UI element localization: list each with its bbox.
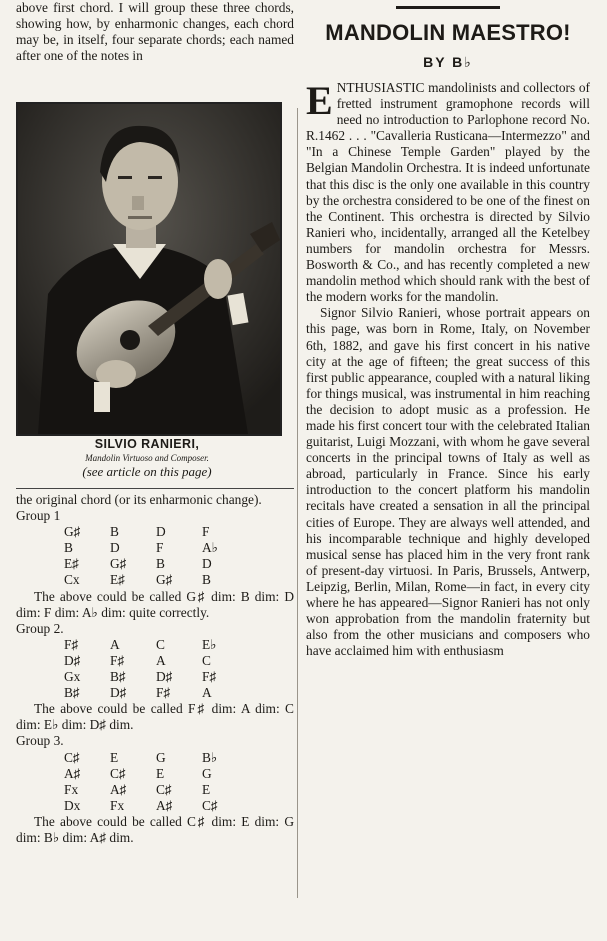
chord-note: E <box>202 781 211 797</box>
chord-note: A♯ <box>156 797 173 813</box>
chord-note: C♯ <box>156 781 172 797</box>
chord-note: B <box>156 556 165 572</box>
intro-paragraph: above first chord. I will group these three chords, showing how, by enharmonic changes, each chord may be, in itself, four separate chords; each named after one of the notes in <box>16 0 294 64</box>
caption-name: SILVIO RANIERI, <box>94 437 200 451</box>
group-note: The above could be called G♯ dim: B dim: D dim: F dim: A♭ dim: quite correctly. <box>16 588 294 620</box>
group-note: The above could be called F♯ dim: A dim: C dim: E♭ dim: D♯ dim. <box>16 701 294 733</box>
header-rule <box>396 6 500 9</box>
caption-see-article: (see article on this page) <box>82 464 212 479</box>
chord-note: B♯ <box>110 669 126 685</box>
chord-note: Fx <box>110 797 125 813</box>
chord-note: Fx <box>64 781 79 797</box>
chord-groups <box>16 492 294 846</box>
article-byline: BY B♭ <box>423 54 473 70</box>
chord-note: B <box>202 572 211 588</box>
chord-note: C♯ <box>64 749 80 765</box>
chord-note: B♯ <box>64 685 80 701</box>
chord-note: G <box>202 765 212 781</box>
chord-note: B <box>110 524 119 540</box>
chord-note: G♯ <box>110 556 127 572</box>
chord-note: A♭ <box>202 540 218 556</box>
chord-note: C <box>156 636 165 652</box>
chord-table <box>64 524 294 588</box>
photo-caption <box>16 437 278 480</box>
chord-note: Gx <box>64 669 81 685</box>
article-body <box>306 80 590 659</box>
article-paragraph: Signor Silvio Ranieri, whose portrait appears on this page, was born in Rome, Italy, on November 6th, 1882, and gave his first concert in his native city at the age of fifteen; the great success of this first public appearance, coupled with a natural liking for things musical, was instrumental in him reaching the decision to adopt music as a profession. He made his first concert tour with the celebrated Italian guitarist, Luigi Mozzani, with whom he gave several concerts in the principal towns of Italy as well as abroad, particularly in France. Since his early introduction to the concert platform his mandolin recitals have created a sensation in all the principal cities of Europe. They are always well attended, and his incomparable technique and highly developed musical sense has placed him in the very front rank of present-day virtuosi. In Paris, Brussels, Antwerp, Leipzig, Berlin, Milan, Rome—in fact, in every city where he has appeared—Signor Ranieri has not only won approbation from the mandolin fraternity but also from the other musicians and composers who have acclaimed him with enthusiasm <box>306 305 590 659</box>
chord-note: D♯ <box>64 652 81 668</box>
chord-note: A <box>156 652 166 668</box>
chord-note: D♯ <box>110 685 127 701</box>
chord-note: G♯ <box>156 572 173 588</box>
chord-note: E♯ <box>110 572 125 588</box>
chord-note: C♯ <box>202 797 218 813</box>
column-divider <box>297 108 298 898</box>
chord-note: D <box>156 524 166 540</box>
chord-table <box>64 637 294 701</box>
chord-note: C <box>202 652 211 668</box>
chord-note: B <box>64 540 73 556</box>
chord-note: D♯ <box>156 669 173 685</box>
chord-note: F♯ <box>202 669 217 685</box>
article-headline: MANDOLIN MAESTRO! <box>325 20 571 45</box>
chord-note: C♯ <box>110 765 126 781</box>
chord-note: D <box>202 556 212 572</box>
portrait-illustration <box>18 104 280 434</box>
group-title: Group 3. <box>16 733 64 749</box>
chord-note: A♯ <box>64 765 81 781</box>
chord-note: F <box>202 524 210 540</box>
chord-note: E <box>110 749 119 765</box>
chord-note: D <box>110 540 120 556</box>
group-note: The above could be called C♯ dim: E dim: G dim: B♭ dim: A♯ dim. <box>16 813 294 845</box>
chord-note: F♯ <box>156 685 171 701</box>
chord-note: G♯ <box>64 524 81 540</box>
chord-note: A <box>202 685 212 701</box>
drop-cap: E <box>306 78 333 123</box>
continuation-text: the original chord (or its enharmonic change). <box>16 492 262 507</box>
chord-note: E <box>156 765 165 781</box>
chord-note: E♭ <box>202 636 217 652</box>
chord-note: Cx <box>64 572 80 588</box>
chord-note: G <box>156 749 166 765</box>
chord-note: Dx <box>64 797 81 813</box>
portrait-photo <box>16 102 282 436</box>
chord-note: F <box>156 540 164 556</box>
chord-note: E♯ <box>64 556 79 572</box>
chord-note: A♯ <box>110 781 127 797</box>
group-title: Group 1 <box>16 508 61 524</box>
paragraph-text: NTHUSIASTIC mandolinists and collectors of fretted instrument gramophone records will need no introduction to Parlophone record No. R.1462 . . . "Cavalleria Rusticana—Intermezzo" and "In a Chinese Temple Garden" played by the Belgian Mandolin Orchestra. It is indeed unfortunate that this disc is the only one available in this country by the orchestra considered to be one of the finest on the Continent. This orchestra is directed by Silvio Ranieri who, incidentally, arranged all the Ketelbey numbers for mandolin orchestra for Messrs. Bosworth & Co., and has recently completed a new mandolin method which should rank with the best of the modern works for the mandolin. <box>306 80 590 305</box>
group-title: Group 2. <box>16 620 64 636</box>
article-paragraph <box>306 80 590 305</box>
chord-note: A <box>110 636 120 652</box>
chord-note: F♯ <box>110 652 125 668</box>
chord-note: F♯ <box>64 636 79 652</box>
section-divider <box>16 488 294 489</box>
caption-subtitle: Mandolin Virtuoso and Composer. <box>85 453 209 463</box>
chord-note: B♭ <box>202 749 218 765</box>
chord-table <box>64 750 294 814</box>
